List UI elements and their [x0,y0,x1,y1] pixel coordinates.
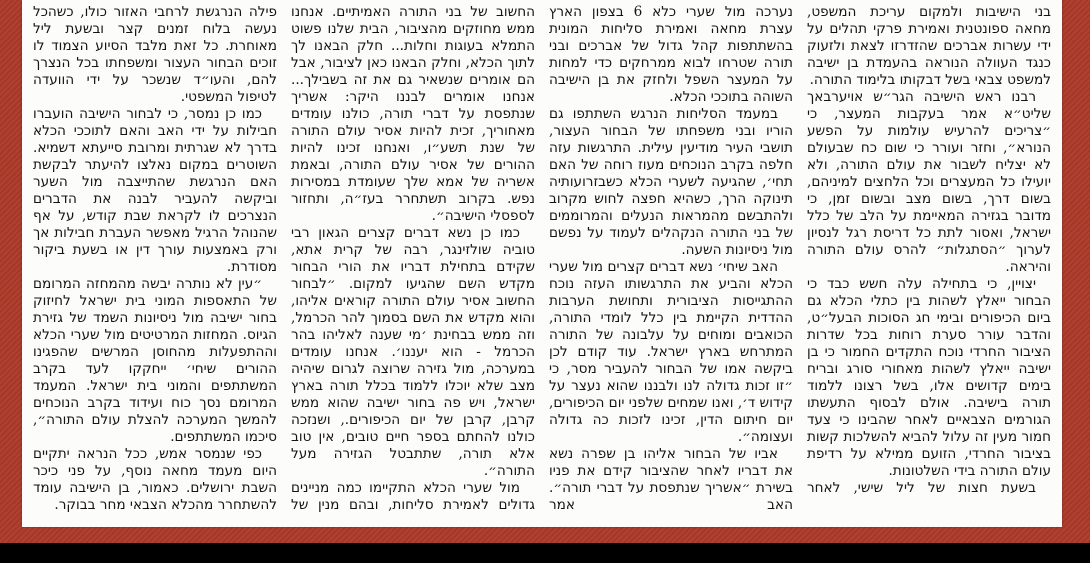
paragraph: החשוב של בני התורה האמיתיים. אנחנו ממש מחוזקים מהציבור, הבית שלנו פשוט התמלא בעוגות וחלות... חלק הבאנו לך לתוך הכלא, וחלק הבאנו כאן לציבור, אבל הם אומרים שנשאיר גם את זה בשבילך... אנחנו אומרים לבננו היקר: אשריך שנתפסת על דברי תורה, כולנו עומדים מאחוריך, זכית להיות אסיר עולם התורה של שנת תשע״ו, ואנחנו זכינו להיות ההורים של אסיר עולם התורה, ובאמת אשריה של אמא שלך שעומדת במסירות נפש. בקרוב תשתחרר בעז״ה, ותחזור לספסלי הישיבה״. [291,4,535,224]
paragraph: בני הישיבות ולמקום עריכת המשפט, מחאה ספונטנית ואמירת פרקי תהלים על ידי עשרות אברכים שהזדרזו לצאת ולזעוק כנגד העוולה הנוראה בהעמדת בן ישיבה למשפט צבאי בשל דבקותו בלימוד התורה. [807,4,1051,88]
paragraph: אביו של הבחור אליהו בן שפרה נשא את דבריו לאחר שהציבור קידם את פניו בשירת ״אשריך שנתפסת על דברי תורה״. האב אמר [549,446,793,513]
newspaper-page [22,0,1062,527]
text-column-3 [291,4,535,527]
text-column-4-leftmost [33,4,277,527]
article-columns [22,0,1062,527]
paragraph: ״עין לא נותרה יבשה מהמחזה המרומם של התאספות המוני בית ישראל לחיזוק בחור ישיבה מול ניסיונות השמד של גזירת הגיוס. המחזות המרטיטים מול שערי הכלא וההתפעלות מהחוסן המרשים שהפגינו ההורים שיחי׳ ייחקקו לעד בקרב המשתתפים והמוני בית ישראל. המעמד המרומם נסך כוח ועידוד בקרב הנוכחים להמשך המערכה להצלת עולם התורה״, סיכמו המשתתפים. [33,276,277,445]
paragraph: רבנו ראש הישיבה הגר״ש אויערבאך שליט״א אמר בעקבות המעצר, כי ״צריכים להרעיש עולמות על הפשע הנורא״, וחזר ועורר כי שום כח שבעולם לא יצליח לשבור את עולם התורה, ולא יועילו כל המעצרים וכל הלחצים למיניהם, בשום דרך, בשום מצב ובשום זמן, כי מדובר בגזירה המאיימת על הלב של כלל ישראל, ואסור לתת כל דריסת רגל לנסיון לערוך ״הסתגלות״ להרס עולם התורה והיראה. [807,89,1051,275]
paragraph: פילה הנרגשת לרחבי האזור כולו, כשהכל נעשה בלוח זמנים קצר ובשעת ליל מאוחרת. כל זאת מלבד הסיוע הצמוד לו זוכים הבחור העצור ומשפחתו בכל הנצרך להם, והעו״ד שנשכר על ידי הוועדה לטיפול המשפטי. [33,4,277,105]
paragraph: מול שערי הכלא התקיימו כמה מניינים גדולים לאמירת סליחות, ובהם מנין של [291,480,535,513]
paragraph: יצויין, כי בתחילה עלה חשש כבד כי הבחור ייאלץ לשהות בין כתלי הכלא גם ביום הכיפורים ובימי חג הסוכות הבעל״ט, והדבר עורר סערת רוחות בכל שדרות הציבור החרדי נוכח התקדים החמור כי בן ישיבה ייאלץ לשהות מאחורי סורג ובריח בימים קדושים אלו, בשל רצונו ללמוד תורה בישיבה. אולם לבסוף התעשתו הגורמים הצבאיים לאחר שהבינו כי צעד חמור מעין זה עלול להביא להשלכות קשות בציבור החרדי, הזועם ממילא על רדיפת עולם התורה בידי השלטונות. [807,276,1051,479]
paragraph: האב שיחי׳ נשא דברים קצרים מול שערי הכלא והביע את התרגשותו העזה נוכח ההתגייסות הציבורית ותחושת הערבות ההדדית הקיימת בין כלל לומדי התורה, הכואבים ומוחים על עלבונה של התורה המתרחש בארץ ישראל. עוד קודם לכן ביקשה אמו של הבחור להעביר מסר, כי ״זו זכות גדולה לנו ולבננו שהוא נעצר על קידוש ד׳, ואנו שמחים שלפני יום הכיפורים, יום חיתום הדין, זכינו לזכות כה גדולה ועצומה״. [549,259,793,445]
paragraph: במעמד הסליחות הנרגש השתתפו גם הוריו ובני משפחתו של הבחור העצור, תושבי העיר מודיעין עילית. התרגשות עזה חלפה בקרב הנוכחים מעוז רוחה של האם תחי׳, שהגיעה לשערי הכלא כשבזרועותיה תינוקה הרך, כשהיא חפצה לחוש מקרוב ולהתבשם מהמראות הנעלים והמרוממים של בני התורה הנקהלים לעמוד על נפשם מול ניסיונות השעה. [549,106,793,258]
text-column-2 [549,4,793,527]
paragraph: כמו כן נמסר, כי לבחור הישיבה הועברו חבילות על ידי האב והאם לתוככי הכלא בדרך לא שגרתית ומרובת סייעתא דשמיא. השוטרים במקום נאלצו להיעתר לבקשת האם הנרגשת שהתייצבה מול השער וביקשה להעביר לבנה את הדברים הנצרכים לו לקראת שבת קודש, על אף שהנוהל הרגיל מאפשר העברת חבילות אך ורק באמצעות עורך דין או בשעת ביקור מסודרת. [33,106,277,275]
paragraph: כפי שנמסר אמש, ככל הנראה יתקיים היום מעמד מחאה נוסף, על פני כיכר השבת ירושלים. כאמור, בן הישיבה עומד להשתחרר מהכלא הצבאי מחר בבוקר. [33,446,277,513]
text-column-1-rightmost [807,4,1051,527]
paragraph: כמו כן נשא דברים קצרים הגאון רבי טוביה שולזינגר, רבה של קרית אתא, שקידם בתחילת דבריו את הורי הבחור מקדש השם שהגיעו למקום. ״לבחור החשוב אסיר עולם התורה קוראים אליהו, והוא מקדש את השם בסמוך להר הכרמל, וזה ממש בבחינת ׳מי שענה לאליהו בהר הכרמל - הוא יעננו׳. אנחנו עומדים במערכה, מול גזירה שרוצה לגרום שיהיה מצב שלא יוכלו ללמוד בכלל תורה בארץ ישראל, ויש פה בחור ישיבה שהוא ממש קרבן, קרבן של יום הכיפורים., ושנזכה כולנו להחתם בספר חיים טובים, אין טוב אלא תורה, שתתבטל הגזירה מעל התורה״. [291,225,535,479]
bottom-black-strip [0,543,1090,563]
paragraph: בשעת חצות של ליל שישי, לאחר [807,480,1036,496]
paragraph: נערכה מול שערי כלא 6 בצפון הארץ עצרת מחאה ואמירת סליחות המונית בהשתתפות קהל גדול של אברכים ובני תורה שטרחו לבוא ממרחקים כדי למחות על המעצר השפל ולחזק את בן הישיבה השוהה בתוככי הכלא. [549,4,793,105]
